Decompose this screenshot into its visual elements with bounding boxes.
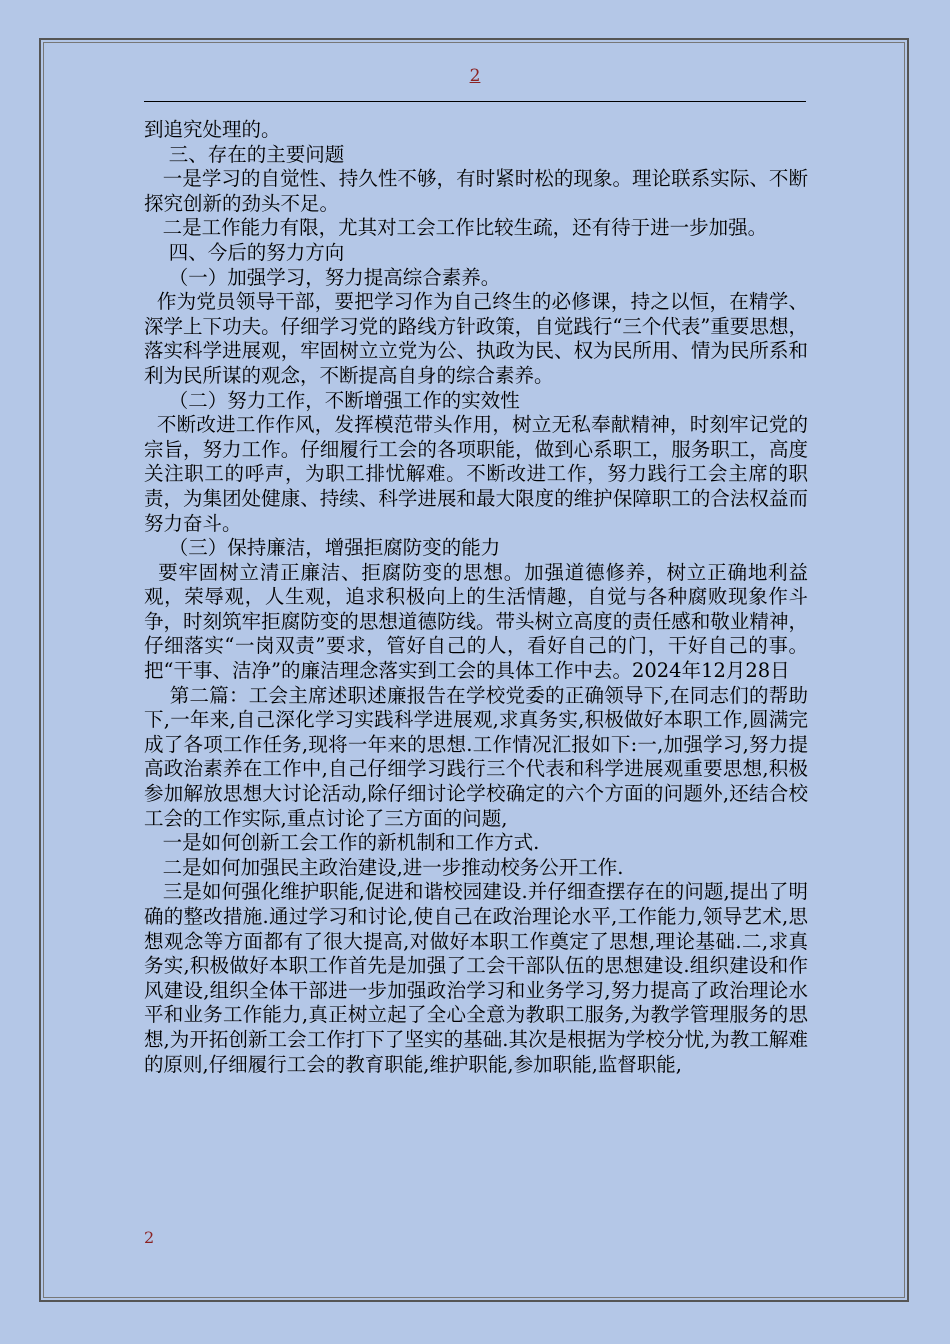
section-heading: 四、今后的努力方向 [144, 240, 345, 264]
paragraph: 不断改进工作作风，发挥模范带头作用，树立无私奉献精神，时刻牢记党的宗旨，努力工作。仔细履行工会的各项职能，做到心系职工，服务职工，高度关注职工的呼声，为职工排忧解难。不断改进工作，努力践行工会主席的职责，为集团处健康、持续、科学进展和最大限度的维护保障职工的合法权益而努力奋斗。 [144, 413, 808, 535]
paragraph: 作为党员领导干部，要把学习作为自己终生的必修课，持之以恒，在精学、深学上下功夫。仔细学习党的路线方针政策，自觉践行“三个代表”重要思想，落实科学进展观，牢固树立立党为公、执政为民、权为民所用、情为民所系和利为民所谋的观念，不断提高自身的综合素养。 [144, 290, 808, 387]
header-page-number: 2 [469, 66, 481, 86]
paragraph: 二是如何加强民主政治建设,进一步推动校务公开工作. [144, 855, 624, 879]
subsection-heading: （二）努力工作，不断增强工作的实效性 [144, 388, 520, 412]
paragraph: 三是如何强化维护职能,促进和谐校园建设.并仔细查摆存在的问题,提出了明确的整改措施.通过学习和讨论,使自己在政治理论水平,工作能力,领导艺术,思想观念等方面都有了很大提高,对做好本职工作奠定了思想,理论基础.二,求真务实,积极做好本职工作首先是加强了工会干部队伍的思想建设.组织建设和作风建设,组织全体干部进一步加强政治学习和业务学习,努力提高了政治理论水平和业务工作能力,真正树立起了全心全意为教职工服务,为教学管理服务的思想,为开拓创新工会工作打下了坚实的基础.其次是根据为学校分忧,为教工解难的原则,仔细履行工会的教育职能,维护职能,参加职能,监督职能, [144, 880, 808, 1076]
document-body [144, 118, 808, 1077]
subsection-heading: （三）保持廉洁，增强拒腐防变的能力 [144, 536, 501, 560]
paragraph: 要牢固树立清正廉洁、拒腐防变的思想。加强道德修养，树立正确地利益观，荣辱观，人生观，追求积极向上的生活情趣，自觉与各种腐败现象作斗争，时刻筑牢拒腐防变的思想道德防线。带头树立高度的责任感和敬业精神，仔细落实“一岗双责”要求，管好自己的人，看好自己的门，干好自己的事。把“干事、洁净”的廉洁理念落实到工会的具体工作中去。2024年12月28日 [144, 560, 808, 683]
header-divider [144, 101, 806, 102]
paragraph: 一是学习的自觉性、持久性不够，有时紧时松的现象。理论联系实际、不断探究创新的劲头不足。 [144, 167, 808, 215]
footer-page-number: 2 [144, 1228, 155, 1247]
subsection-heading: （一）加强学习，努力提高综合素养。 [144, 265, 501, 289]
paragraph: 二是工作能力有限，尤其对工会工作比较生疏，还有待于进一步加强。 [144, 216, 768, 240]
paragraph: 到追究处理的。 [144, 118, 281, 141]
section-heading: 三、存在的主要问题 [144, 142, 345, 166]
paragraph: 第二篇：工会主席述职述廉报告在学校党委的正确领导下,在同志们的帮助下,一年来,自己深化学习实践科学进展观,求真务实,积极做好本职工作,圆满完成了各项工作任务,现将一年来的思想.工作情况汇报如下:一,加强学习,努力提高政治素养在工作中,自己仔细学习践行三个代表和科学进展观重要思想,积极参加解放思想大讨论活动,除仔细讨论学校确定的六个方面的问题外,还结合校工会的工作实际,重点讨论了三方面的问题, [144, 683, 808, 830]
paragraph: 一是如何创新工会工作的新机制和工作方式. [144, 831, 540, 855]
